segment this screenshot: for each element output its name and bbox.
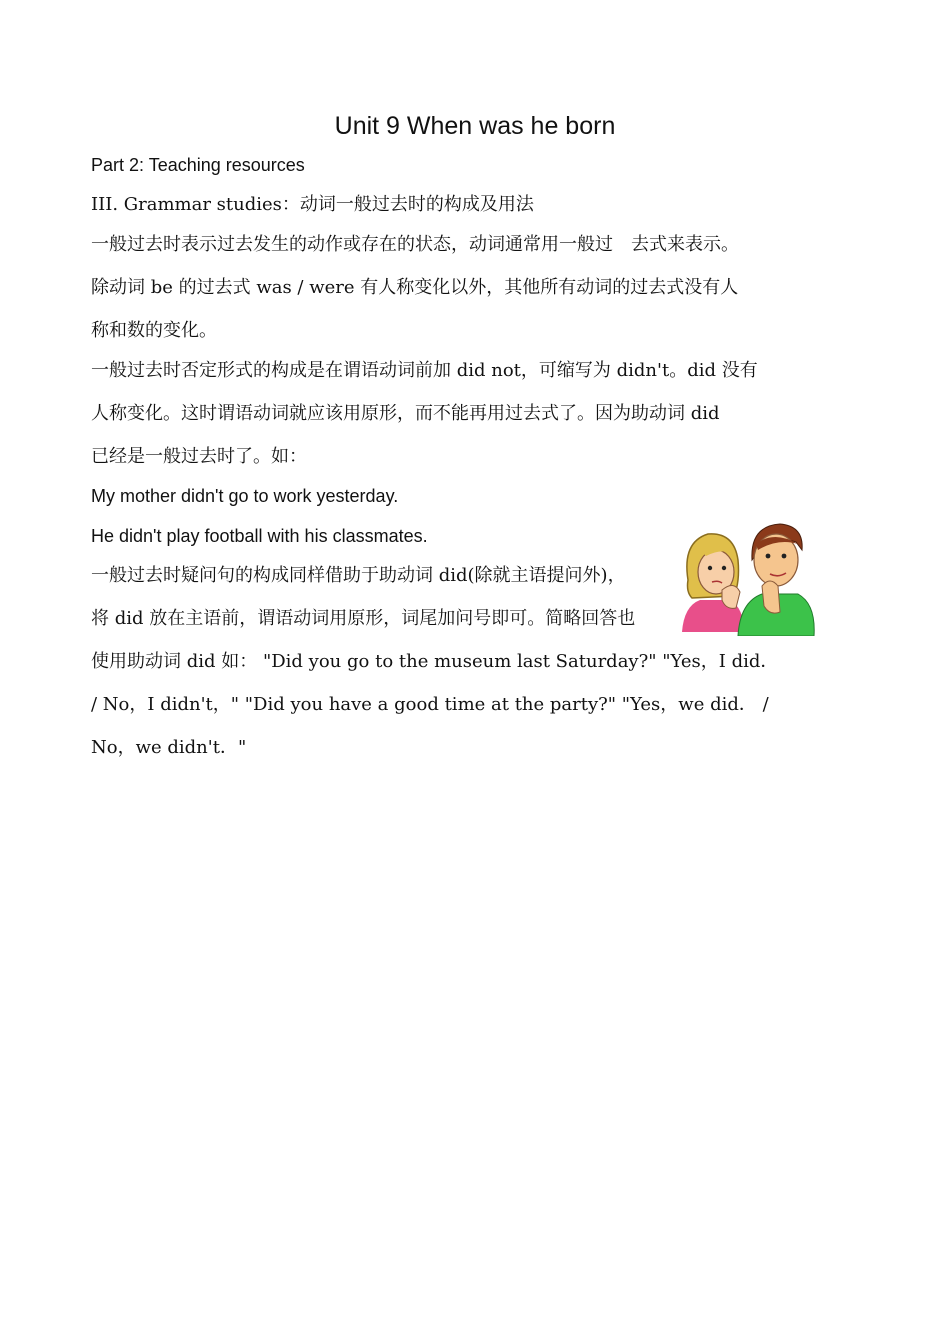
document-title: Unit 9 When was he born [334, 112, 616, 140]
paragraph3-line1: 一般过去时疑问句的构成同样借助于助动词 did(除就主语提问外)， [91, 565, 626, 586]
paragraph1-line2: 除动词 be 的过去式 was / were 有人称变化以外，其他所有动词的过去式没有人 [91, 277, 739, 298]
paragraph3-line3: 使用助动词 did 如： "Did you go to the museum last Saturday?" "Yes，I did． [91, 651, 779, 672]
part-heading: Part 2: Teaching resources [91, 155, 305, 175]
man-eye [782, 554, 787, 559]
woman-eye [708, 566, 712, 570]
paragraph1-line1: 一般过去时表示过去发生的动作或存在的状态，动词通常用一般过 去式来表示。 [91, 234, 739, 255]
paragraph3-line5: No，we didn't．" [91, 737, 247, 758]
paragraph1-line3: 称和数的变化。 [91, 320, 217, 341]
man-eye [766, 554, 771, 559]
example-sentence: He didn't play football with his classmates. [91, 526, 428, 546]
grammar-heading: III. Grammar studies：动词一般过去时的构成及用法 [91, 194, 534, 215]
paragraph2-line2: 人称变化。这时谓语动词就应该用原形，而不能再用过去式了。因为助动词 did [91, 403, 720, 424]
paragraph3-line4: / No，I didn't，" "Did you have a good time at the party?" "Yes，we did． / [91, 694, 769, 715]
paragraph2-line1: 一般过去时否定形式的构成是在谓语动词前加 did not，可缩写为 didn't。did 没有 [91, 360, 758, 381]
example-sentence: My mother didn't go to work yesterday. [91, 486, 399, 506]
woman-hand [722, 585, 740, 608]
paragraph3-line2: 将 did 放在主语前，谓语动词用原形，词尾加问号即可。简略回答也 [91, 608, 636, 629]
cartoon-couple-illustration [678, 520, 816, 636]
woman-eye [722, 566, 726, 570]
paragraph2-line3: 已经是一般过去时了。如： [91, 446, 307, 467]
